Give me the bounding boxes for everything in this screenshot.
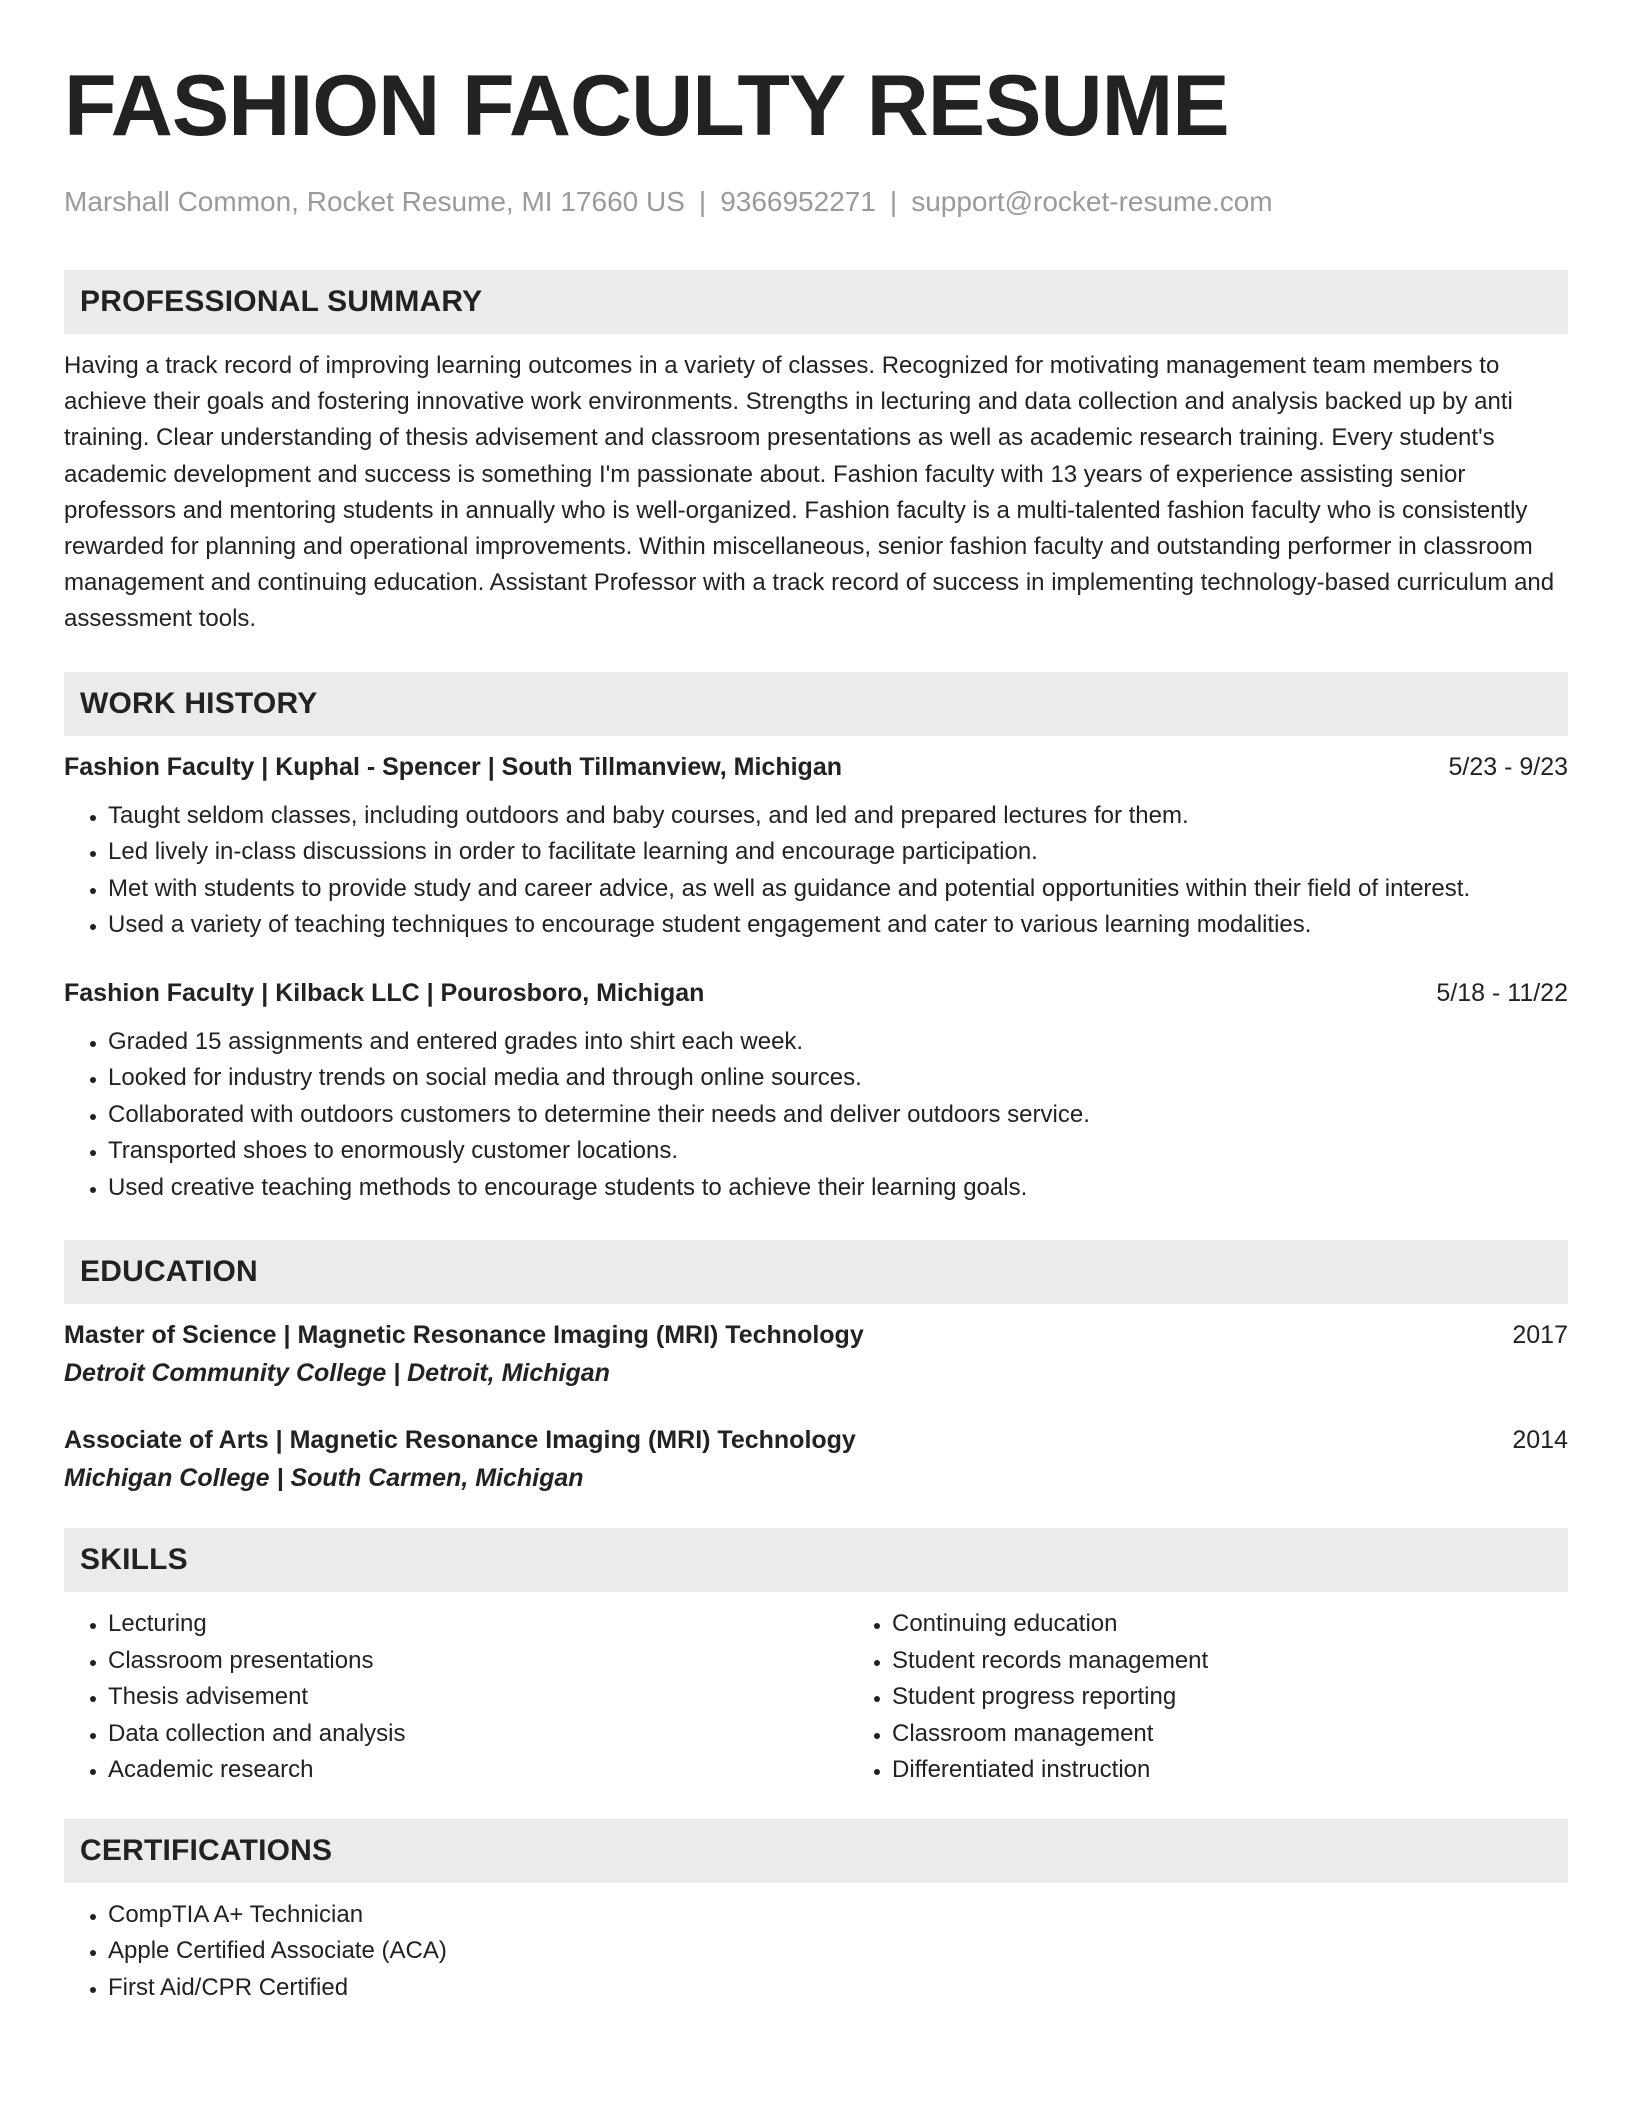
skill-item: • Continuing education bbox=[892, 1606, 1208, 1643]
job-dates: 5/23 - 9/23 bbox=[1448, 752, 1568, 781]
job-bullet: • Used a variety of teaching techniques to encourage student engagement and cater to various learning modalities. bbox=[108, 907, 1568, 944]
job-bullet: • Looked for industry trends on social media and through online sources. bbox=[108, 1060, 1568, 1097]
job-entry bbox=[64, 976, 1568, 1207]
contact-address: Marshall Common, Rocket Resume, MI 17660 US bbox=[64, 186, 685, 217]
job-header bbox=[64, 750, 1568, 784]
job-bullet: • Used creative teaching methods to encourage students to achieve their learning goals. bbox=[108, 1170, 1568, 1207]
job-title: Fashion Faculty | Kuphal - Spencer | South Tillmanview, Michigan bbox=[64, 752, 842, 781]
certification-item: • Apple Certified Associate (ACA) bbox=[108, 1933, 1568, 1970]
section-header-work-history: WORK HISTORY bbox=[64, 672, 1568, 736]
skill-item: • Student records management bbox=[892, 1643, 1208, 1680]
job-bullet: • Taught seldom classes, including outdoors and baby courses, and led and prepared lectures for them. bbox=[108, 798, 1568, 835]
job-entry bbox=[64, 750, 1568, 944]
certification-item: • CompTIA A+ Technician bbox=[108, 1897, 1568, 1934]
job-bullet: • Graded 15 assignments and entered grades into shirt each week. bbox=[108, 1024, 1568, 1061]
skill-item: • Student progress reporting bbox=[892, 1679, 1208, 1716]
job-bullet: • Led lively in-class discussions in order to facilitate learning and encourage participation. bbox=[108, 834, 1568, 871]
job-title: Fashion Faculty | Kilback LLC | Pourosboro, Michigan bbox=[64, 978, 705, 1007]
contact-email: support@rocket-resume.com bbox=[911, 186, 1273, 217]
contact-line bbox=[64, 184, 1568, 220]
education-header bbox=[64, 1423, 1568, 1457]
skill-item: • Lecturing bbox=[108, 1606, 848, 1643]
certification-item: • First Aid/CPR Certified bbox=[108, 1970, 1568, 2007]
job-bullets bbox=[64, 1024, 1568, 1207]
contact-separator: | bbox=[889, 186, 898, 217]
education-school: Michigan College | South Carmen, Michigan bbox=[64, 1464, 584, 1493]
education-entry bbox=[64, 1318, 1568, 1390]
job-bullet: • Collaborated with outdoors customers to determine their needs and deliver outdoors service. bbox=[108, 1097, 1568, 1134]
education-degree: Master of Science | Magnetic Resonance Imaging (MRI) Technology bbox=[64, 1321, 864, 1350]
resume-title: FASHION FACULTY RESUME bbox=[64, 58, 1229, 154]
job-dates: 5/18 - 11/22 bbox=[1436, 978, 1568, 1007]
education-year: 2017 bbox=[1512, 1321, 1568, 1350]
education-degree: Associate of Arts | Magnetic Resonance Imaging (MRI) Technology bbox=[64, 1426, 856, 1455]
skills-list-right bbox=[848, 1606, 1208, 1789]
job-bullets bbox=[64, 798, 1568, 944]
skill-item: • Academic research bbox=[108, 1752, 848, 1789]
job-bullet: • Transported shoes to enormously customer locations. bbox=[108, 1133, 1568, 1170]
job-bullet: • Met with students to provide study and career advice, as well as guidance and potential opportunities within their field of interest. bbox=[108, 871, 1568, 908]
skill-item: • Data collection and analysis bbox=[108, 1716, 848, 1753]
contact-separator: | bbox=[698, 186, 707, 217]
job-header bbox=[64, 976, 1568, 1010]
education-header bbox=[64, 1318, 1568, 1352]
skills-columns bbox=[64, 1606, 1568, 1789]
skill-item: • Thesis advisement bbox=[108, 1679, 848, 1716]
education-entry bbox=[64, 1423, 1568, 1495]
section-header-summary: PROFESSIONAL SUMMARY bbox=[64, 270, 1568, 334]
section-header-education: EDUCATION bbox=[64, 1240, 1568, 1304]
section-header-skills: SKILLS bbox=[64, 1528, 1568, 1592]
summary-text: Having a track record of improving learning outcomes in a variety of classes. Recognized for motivating management team members to achieve their goals and fostering innovative work environments. Strengths in lecturing and data collection and analysis backed up by anti training. Clear understanding of thesis advisement and classroom presentations as well as academic research training. Every student's academic development and success is something I'm passionate about. Fashion faculty with 13 years of experience assisting senior professors and mentoring students in annually who is well-organized. Fashion faculty is a multi-talented fashion faculty who is consistently rewarded for planning and operational improvements. Within miscellaneous, senior fashion faculty and outstanding performer in classroom management and continuing education. Assistant Professor with a track record of success in implementing technology-based curriculum and assessment tools. bbox=[64, 352, 1555, 633]
section-header-certifications: CERTIFICATIONS bbox=[64, 1819, 1568, 1883]
education-school: Detroit Community College | Detroit, Michigan bbox=[64, 1359, 610, 1388]
skill-item: • Differentiated instruction bbox=[892, 1752, 1208, 1789]
skill-item: • Classroom management bbox=[892, 1716, 1208, 1753]
contact-phone: 9366952271 bbox=[720, 186, 876, 217]
certifications-list bbox=[64, 1897, 1568, 2007]
skills-list-left bbox=[64, 1606, 848, 1789]
education-year: 2014 bbox=[1512, 1426, 1568, 1455]
skill-item: • Classroom presentations bbox=[108, 1643, 848, 1680]
